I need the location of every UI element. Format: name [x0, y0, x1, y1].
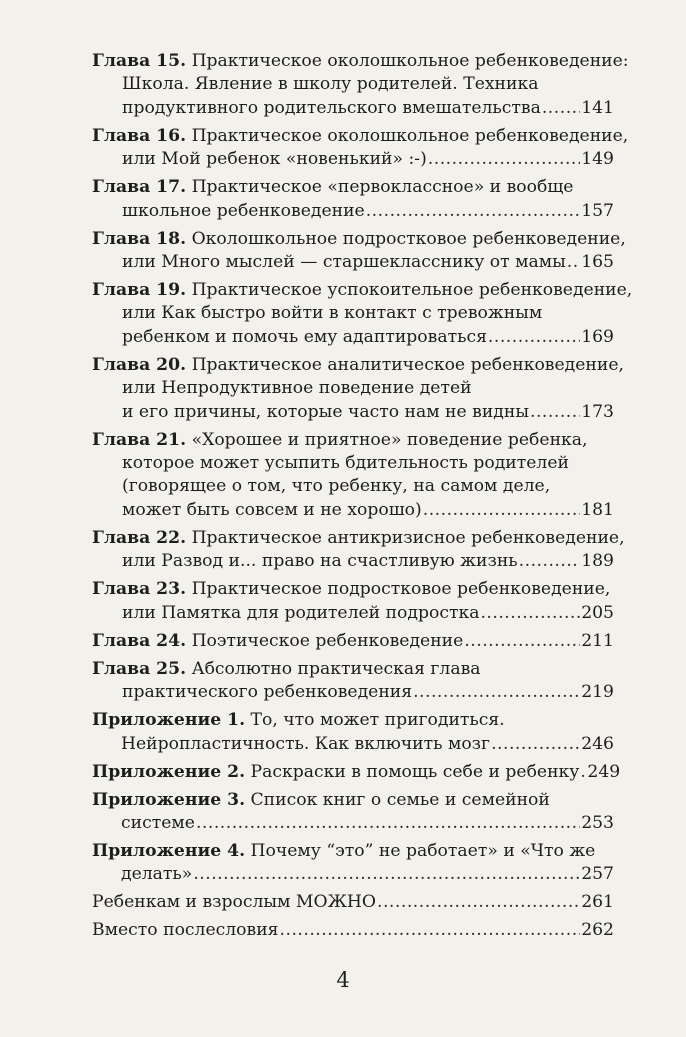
toc-entry-title: Раскраски в помощь себе и ребенку [250, 761, 580, 782]
toc-entry-page: 249 [587, 761, 621, 782]
toc-entry [92, 578, 614, 625]
toc-entry-label: Глава 23. [92, 579, 187, 600]
toc-entry-page: 181 [581, 499, 614, 520]
toc-entry-title: Абсолютно практическая глава [191, 658, 481, 679]
toc-entry-title: или Мой ребенок «новенький» :-) [122, 149, 427, 170]
toc-entry-label: Глава 21. [92, 429, 187, 450]
dot-leader [377, 891, 580, 914]
toc-entry-line [92, 863, 614, 886]
toc-entry-line [92, 527, 625, 550]
toc-entry-page: 141 [581, 97, 614, 118]
toc-entry-line [92, 176, 614, 199]
toc-entry-page: 257 [581, 864, 614, 885]
toc-entry-title: Вместо послесловия [92, 920, 279, 941]
toc-entry-title: или Как быстро войти в контакт с тревожным [122, 303, 543, 324]
toc-entry-line [92, 279, 633, 302]
toc-entry-line [92, 919, 614, 942]
toc-entry-label: Глава 24. [92, 630, 187, 651]
toc-entry-line [92, 499, 614, 522]
toc-entry-title: Практическое околошкольное ребенковедение: [191, 51, 629, 71]
toc-entry-label: Глава 18. [92, 228, 187, 249]
toc-entry-line [92, 452, 614, 475]
toc-entry-line [92, 681, 614, 704]
toc-entry-line [92, 789, 614, 812]
toc-entry-page: 173 [581, 401, 614, 422]
toc-entry-label: Приложение 2. [92, 761, 246, 782]
toc-entry-line [92, 733, 614, 756]
toc-entry-page: 169 [581, 326, 614, 347]
toc-entry [92, 527, 625, 574]
toc-entry-line [92, 354, 624, 377]
toc-entry-line [92, 475, 614, 498]
toc-entry-title: Поэтическое ребенковедение [191, 630, 464, 651]
toc-entry [92, 176, 614, 223]
dot-leader [464, 630, 580, 653]
toc-entry-title: продуктивного родительского вмешательства [122, 97, 541, 118]
toc-entry-line [92, 50, 629, 73]
toc-entry-line [92, 200, 614, 223]
toc-entry-line [92, 761, 621, 784]
toc-entry [92, 630, 614, 653]
toc-entry-line [92, 251, 614, 274]
toc-entry-line [92, 125, 629, 148]
toc-entry [92, 840, 614, 887]
toc-entry [92, 429, 614, 523]
toc-entry-label: Глава 17. [92, 177, 187, 198]
toc-entry [92, 761, 621, 784]
toc-entry [92, 125, 629, 172]
toc-entry [92, 658, 614, 705]
toc-entry-label: Приложение 3. [92, 789, 246, 810]
toc-entry-label: Приложение 1. [92, 710, 246, 731]
toc-entry-page: 219 [581, 682, 614, 703]
dot-leader [491, 733, 580, 756]
toc-entry-page: 246 [581, 733, 614, 754]
toc-entry-line [92, 891, 614, 914]
toc-entry-line [92, 377, 614, 400]
toc-entry-line [92, 148, 614, 171]
toc-entry-line [92, 602, 614, 625]
toc-entry-title: Почему “это” не работает» и «Что же [250, 840, 596, 861]
toc-entry-title: или Много мыслей — старшекласснику от мамы [122, 252, 566, 273]
toc-entry-page: 253 [581, 812, 614, 833]
toc-entry-title: Ребенкам и взрослым МОЖНО [92, 892, 376, 913]
toc-entry [92, 891, 614, 914]
toc-entry-line [92, 840, 614, 863]
toc-entry-line [92, 228, 626, 251]
toc-entry-label: Глава 25. [92, 658, 187, 679]
toc-entry-label: Приложение 4. [92, 840, 246, 861]
toc-entry-title: Практическое успокоительное ребенковедение, [191, 280, 633, 301]
toc-entry-title: или Памятка для родителей подростка [122, 602, 480, 623]
toc-entry-title: «Хорошее и приятное» поведение ребенка, [191, 429, 588, 450]
toc-entry-label: Глава 15. [92, 51, 187, 71]
toc-entry-title: Околошкольное подростковое ребенковедение, [191, 228, 626, 249]
toc-entry-line [92, 550, 614, 573]
dot-leader [488, 326, 580, 349]
toc-entry-line [92, 97, 614, 120]
toc-entry-line [92, 73, 614, 96]
dot-leader [580, 761, 586, 784]
toc-entry-title: Практическое «первоклассное» и вообще [191, 177, 574, 198]
toc-entry-page: 205 [581, 602, 614, 623]
toc-entry [92, 354, 624, 424]
toc-entry-title: Практическое антикризисное ребенковедение, [191, 527, 625, 548]
toc-entry-page: 211 [581, 630, 614, 651]
dot-leader [196, 812, 580, 835]
toc-entry-line [92, 709, 614, 732]
toc-entry-title: Нейропластичность. Как включить мозг [121, 733, 491, 754]
toc-entry-line [92, 630, 614, 653]
toc-entry-title: школьное ребенковедение [122, 200, 365, 221]
toc-entry [92, 228, 626, 275]
dot-leader [530, 401, 580, 424]
toc-entry-label: Глава 20. [92, 354, 187, 375]
toc-entry-title: системе [121, 812, 195, 833]
toc-entry [92, 279, 633, 349]
toc-entry-title: Практическое подростковое ребенковедение, [191, 579, 611, 600]
toc-entry-title: Практическое околошкольное ребенковедение, [191, 125, 629, 146]
toc-entry-page: 157 [581, 200, 614, 221]
toc-entry-title: или Развод и... право на счастливую жизнь [122, 551, 518, 572]
toc-entry-label: Глава 22. [92, 527, 187, 548]
toc-entry-title: Список книг о семье и семейной [250, 789, 550, 810]
toc-entry-title: или Непродуктивное поведение детей [122, 378, 472, 399]
toc-entry-label: Глава 19. [92, 280, 187, 301]
toc-entry-title: может быть совсем и не хорошо) [122, 499, 422, 520]
toc-entry [92, 709, 614, 756]
toc-entry-line [92, 429, 614, 452]
toc-entry-title: (говорящее о том, что ребенку, на самом деле, [122, 476, 551, 497]
toc-entry-line [92, 401, 614, 424]
dot-leader [413, 681, 580, 704]
toc-entry-line [92, 658, 614, 681]
toc-entry-title: Школа. Явление в школу родителей. Техника [122, 74, 539, 95]
dot-leader [519, 550, 581, 573]
dot-leader [193, 863, 580, 886]
toc-entry-title: ребенком и помочь ему адаптироваться [122, 326, 487, 347]
dot-leader [567, 251, 580, 274]
toc-entry [92, 50, 629, 120]
toc-entry [92, 919, 614, 942]
toc-entry-page: 165 [581, 252, 614, 273]
toc-entry-line [92, 812, 614, 835]
toc-entry-title: Практическое аналитическое ребенковедение, [191, 354, 624, 375]
toc-entry-title: делать» [121, 864, 193, 885]
toc-entry-label: Глава 16. [92, 125, 187, 146]
dot-leader [366, 200, 580, 223]
toc-entry-title: То, что может пригодиться. [250, 710, 505, 731]
toc-entry-title: практического ребенковедения [122, 682, 413, 703]
toc-entry-line [92, 326, 614, 349]
toc-entry-page: 189 [581, 551, 614, 572]
toc-entry-title: и его причины, которые часто нам не видны [122, 401, 529, 422]
table-of-contents [92, 50, 633, 947]
toc-entry-page: 262 [581, 920, 614, 941]
page-number: 4 [336, 968, 350, 992]
toc-entry-line [92, 578, 614, 601]
dot-leader [428, 148, 580, 171]
dot-leader [480, 602, 580, 625]
dot-leader [423, 499, 580, 522]
dot-leader [280, 919, 581, 942]
toc-entry-page: 261 [581, 892, 614, 913]
toc-entry-title: которое может усыпить бдительность родителей [122, 453, 569, 474]
toc-entry [92, 789, 614, 836]
dot-leader [542, 97, 580, 120]
toc-entry-line [92, 302, 614, 325]
toc-entry-page: 149 [581, 149, 614, 170]
